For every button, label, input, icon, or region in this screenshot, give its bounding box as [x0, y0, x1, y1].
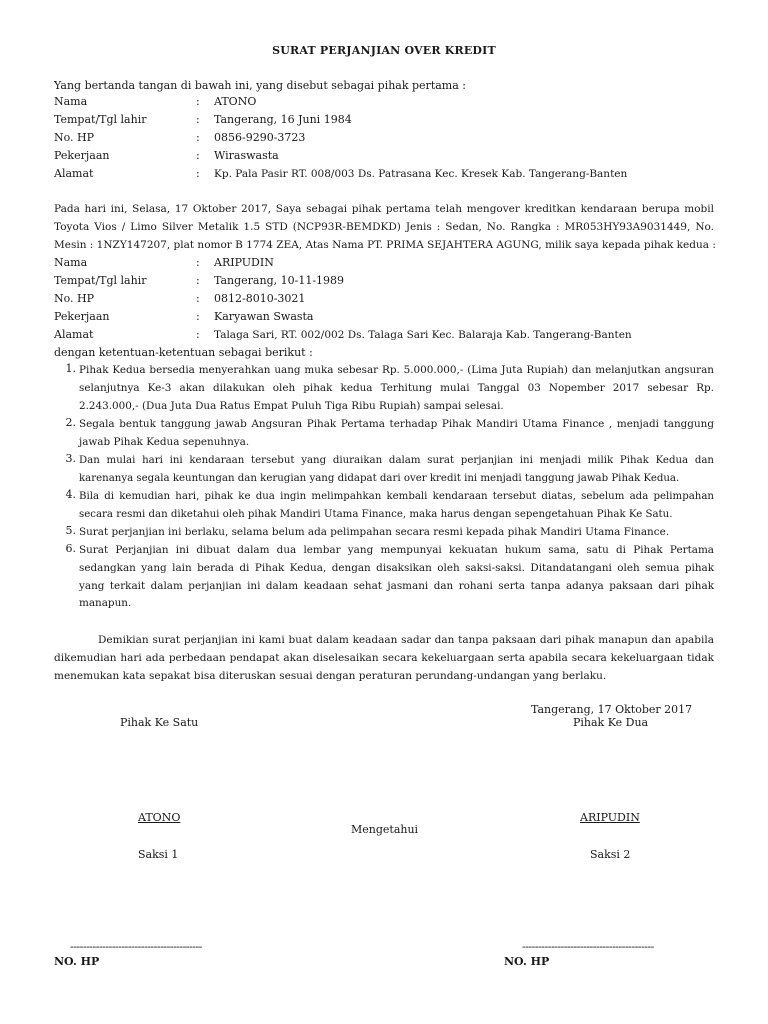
item-line: yang terkait dalam perjanjian ini dalam keadaan sehat jasmani dan rohani serta tanpa adanya paksaan dari pihak	[79, 579, 714, 592]
field-value: Tangerang, 16 Juni 1984	[214, 113, 352, 126]
item-line: manapun.	[79, 597, 132, 610]
item-line: Surat Perjanjian ini dibuat dalam dua lembar yang mempunyai kekuatan hukum sama, satu di Pihak Pertama	[79, 544, 714, 556]
closing-line: dikemudian hari ada perbedaan pendapat akan diselesaikan secara kekeluargaan serta apabila secara kekeluargaan tidak	[54, 652, 714, 664]
item-number: 6.	[65, 542, 76, 555]
witness2-label: Saksi 2	[590, 848, 631, 861]
field-value: Talaga Sari, RT. 002/002 Ds. Talaga Sari Kec. Balaraja Kab. Tangerang-Banten	[214, 329, 632, 341]
conditions-intro: dengan ketentuan-ketentuan sebagai berikut :	[54, 346, 313, 359]
witness1-signature-line: -----------------------------------------	[70, 940, 202, 953]
field-value: ATONO	[214, 95, 257, 108]
paragraph1-line: Pada hari ini, Selasa, 17 Oktober 2017, Saya sebagai pihak pertama telah mengover kreditkan kendaraan berupa mobil	[54, 203, 714, 215]
field-value: ARIPUDIN	[214, 256, 274, 269]
field-label: Pekerjaan	[54, 310, 110, 323]
field-label: Tempat/Tgl lahir	[54, 113, 147, 126]
field-value: Wiraswasta	[214, 149, 279, 162]
witness1-label: Saksi 1	[138, 848, 179, 861]
field-value: Tangerang, 10-11-1989	[214, 274, 345, 287]
item-number: 5.	[65, 524, 76, 537]
field-value: 0856-9290-3723	[214, 131, 306, 144]
closing-line: menemukan kata sepakat bisa diteruskan sesuai dengan peraturan perundang-undangan yang berlaku.	[54, 670, 607, 682]
place-date: Tangerang, 17 Oktober 2017	[531, 703, 693, 716]
party1-sign-name: ATONO	[138, 811, 181, 824]
item-line: karenanya segala keuntungan dan kerugian yang didapat dari over kredit ini menjadi tanggung jawab Pihak Kedua.	[79, 472, 680, 484]
field-label: No. HP	[54, 131, 95, 144]
paragraph1-line: Toyota Vios / Limo Silver Metalik 1.5 STD (NCP93R-BEMDKD) Jenis : Sedan, No. Rangka : MR053HY93A9031449, No.	[54, 221, 714, 233]
item-line: Segala bentuk tanggung jawab Angsuran Pihak Pertama terhadap Pihak Mandiri Utama Finance , menjadi tanggung	[79, 418, 714, 430]
item-line: sedangkan yang lain berada di Pihak Kedua, dengan disaksikan oleh saksi-saksi. Ditandatangani oleh semua pihak	[79, 561, 714, 574]
party1-sign-label: Pihak Ke Satu	[120, 716, 199, 729]
item-line: Bila di kemudian hari, pihak ke dua ingin melimpahkan kembali kendaraan tersebut diatas, sebelum ada pelimpahan	[79, 491, 714, 502]
closing-line: Demikian surat perjanjian ini kami buat dalam keadaan sadar dan tanpa paksaan dari pihak manapun dan apabila	[98, 634, 714, 646]
field-value: 0812-8010-3021	[214, 292, 306, 305]
item-line: jawab Pihak Kedua sepenuhnya.	[79, 435, 250, 448]
witness1-hp-label: NO. HP	[54, 955, 100, 968]
item-line: secara resmi dan diketahui oleh pihak Mandiri Utama Finance, maka harus dengan sepengetahuan Pihak Ke Satu.	[79, 508, 673, 520]
document-title: SURAT PERJANJIAN OVER KREDIT	[272, 44, 496, 57]
intro-line: Yang bertanda tangan di bawah ini, yang disebut sebagai pihak pertama :	[54, 79, 466, 92]
item-number: 4.	[65, 488, 76, 501]
item-number: 3.	[65, 452, 76, 465]
field-label: Pekerjaan	[54, 149, 110, 162]
field-label: Alamat	[54, 328, 94, 341]
item-number: 2.	[65, 416, 76, 429]
party2-sign-label: Pihak Ke Dua	[573, 716, 649, 729]
item-line: selanjutnya Ke-3 akan dilakukan oleh pihak kedua Terhitung mulai Tanggal 03 Nopember 2017 sebesar Rp.	[79, 381, 714, 394]
field-value: Kp. Pala Pasir RT. 008/003 Ds. Patrasana Kec. Kresek Kab. Tangerang-Banten	[214, 168, 628, 180]
party2-sign-name: ARIPUDIN	[580, 811, 640, 824]
acknowledged-label: Mengetahui	[351, 823, 419, 836]
field-label: Nama	[54, 256, 88, 269]
field-value: Karyawan Swasta	[214, 310, 314, 323]
paragraph1-line: Mesin : 1NZY147207, plat nomor B 1774 ZEA, Atas Nama PT. PRIMA SEJAHTERA AGUNG, milik saya kepada pihak kedua :	[54, 239, 716, 251]
item-line: 2.243.000,- (Dua Juta Dua Ratus Empat Puluh Tiga Ribu Rupiah) sampai selesai.	[79, 399, 504, 412]
item-line: Surat perjanjian ini berlaku, selama belum ada pelimpahan secara resmi kepada pihak Mandiri Utama Finance.	[79, 526, 670, 538]
field-label: Tempat/Tgl lahir	[54, 274, 147, 287]
item-line: Dan mulai hari ini kendaraan tersebut yang diuraikan dalam surat perjanjian ini menjadi milik Pihak Kedua dan	[79, 455, 714, 466]
field-label: Nama	[54, 95, 88, 108]
field-label: No. HP	[54, 292, 95, 305]
item-number: 1.	[65, 362, 76, 375]
item-line: Pihak Kedua bersedia menyerahkan uang muka sebesar Rp. 5.000.000,- (Lima Juta Rupiah) dan melanjutkan angsuran	[79, 364, 714, 376]
witness2-signature-line: -----------------------------------------	[522, 940, 654, 953]
field-label: Alamat	[54, 167, 94, 180]
witness2-hp-label: NO. HP	[504, 955, 550, 968]
